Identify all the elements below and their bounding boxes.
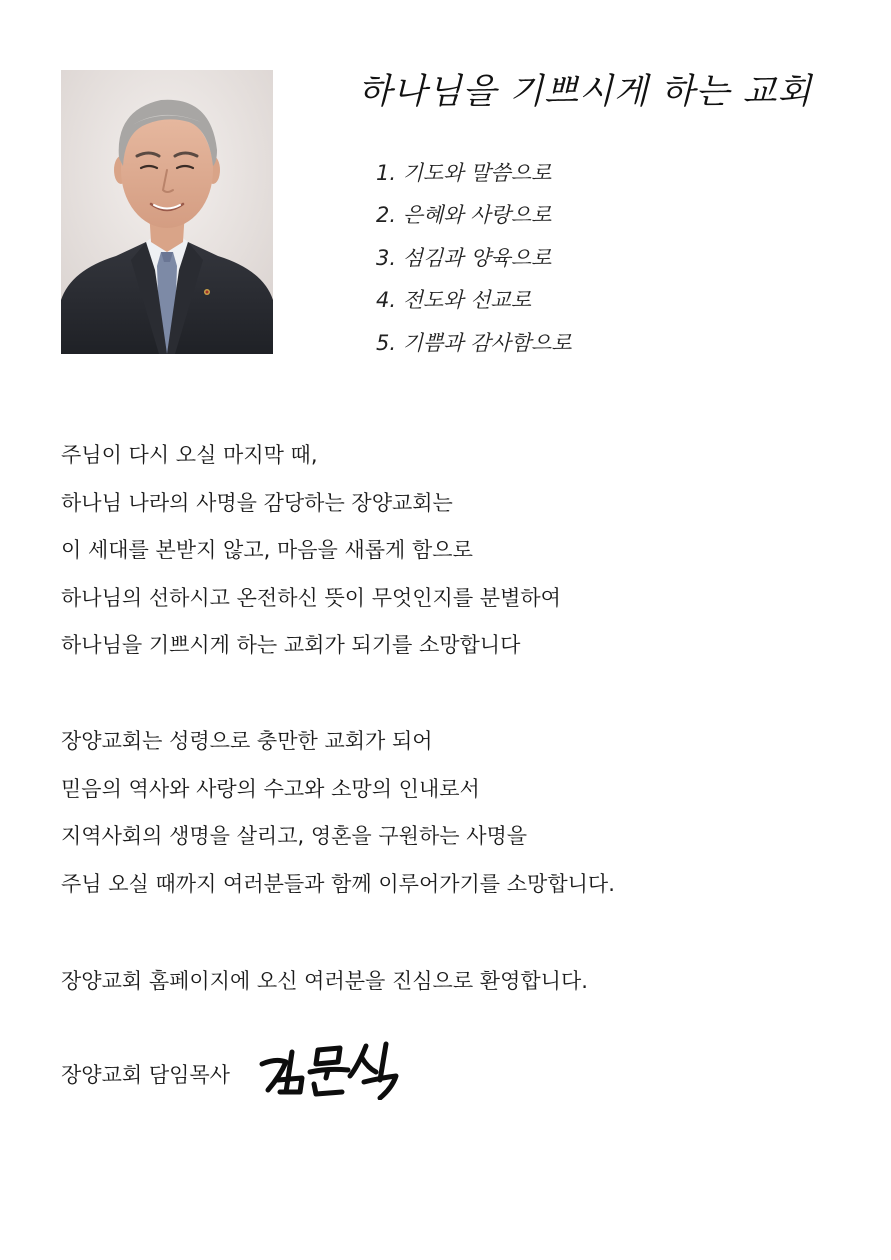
motto-item: 3. 섬김과 양육으로 bbox=[376, 245, 552, 270]
pastor-photo bbox=[61, 70, 273, 354]
mission-line: 지역사회의 생명을 살리고, 영혼을 구원하는 사명을 bbox=[61, 824, 528, 848]
motto-item: 2. 은혜와 사랑으로 bbox=[376, 203, 552, 228]
vision-line: 하나님의 선하시고 온전하신 뜻이 무엇인지를 분별하여 bbox=[61, 585, 561, 610]
welcome-line: 장양교회 홈페이지에 오신 여러분을 진심으로 환영합니다. bbox=[61, 969, 588, 993]
motto-item: 5. 기쁨과 감사함으로 bbox=[376, 330, 572, 355]
mission-paragraph bbox=[61, 718, 615, 908]
mission-line: 장양교회는 성령으로 충만한 교회가 되어 bbox=[61, 729, 433, 753]
mission-line: 믿음의 역사와 사랑의 수고와 소망의 인내로서 bbox=[61, 776, 480, 801]
motto-title: 하나님을 기쁘시게 하는 교회 bbox=[358, 72, 813, 112]
pastor-signature bbox=[256, 1040, 416, 1100]
motto-list bbox=[376, 158, 572, 370]
pastor-portrait bbox=[61, 70, 273, 354]
motto-item: 4. 전도와 선교로 bbox=[376, 288, 532, 313]
signoff bbox=[61, 1040, 481, 1110]
vision-paragraph bbox=[61, 432, 561, 670]
vision-line: 주님이 다시 오실 마지막 때, bbox=[61, 443, 318, 467]
signoff-label: 장양교회 담임목사 bbox=[61, 1063, 230, 1087]
mission-line: 주님 오실 때까지 여러분들과 함께 이루어가기를 소망합니다. bbox=[61, 871, 615, 896]
motto-item: 1. 기도와 말씀으로 bbox=[376, 161, 552, 185]
welcome-paragraph bbox=[61, 958, 588, 1006]
vision-line: 하나님 나라의 사명을 감당하는 장양교회는 bbox=[61, 490, 453, 515]
vision-line: 하나님을 기쁘시게 하는 교회가 되기를 소망합니다 bbox=[61, 633, 521, 657]
vision-line: 이 세대를 본받지 않고, 마음을 새롭게 함으로 bbox=[61, 538, 473, 562]
